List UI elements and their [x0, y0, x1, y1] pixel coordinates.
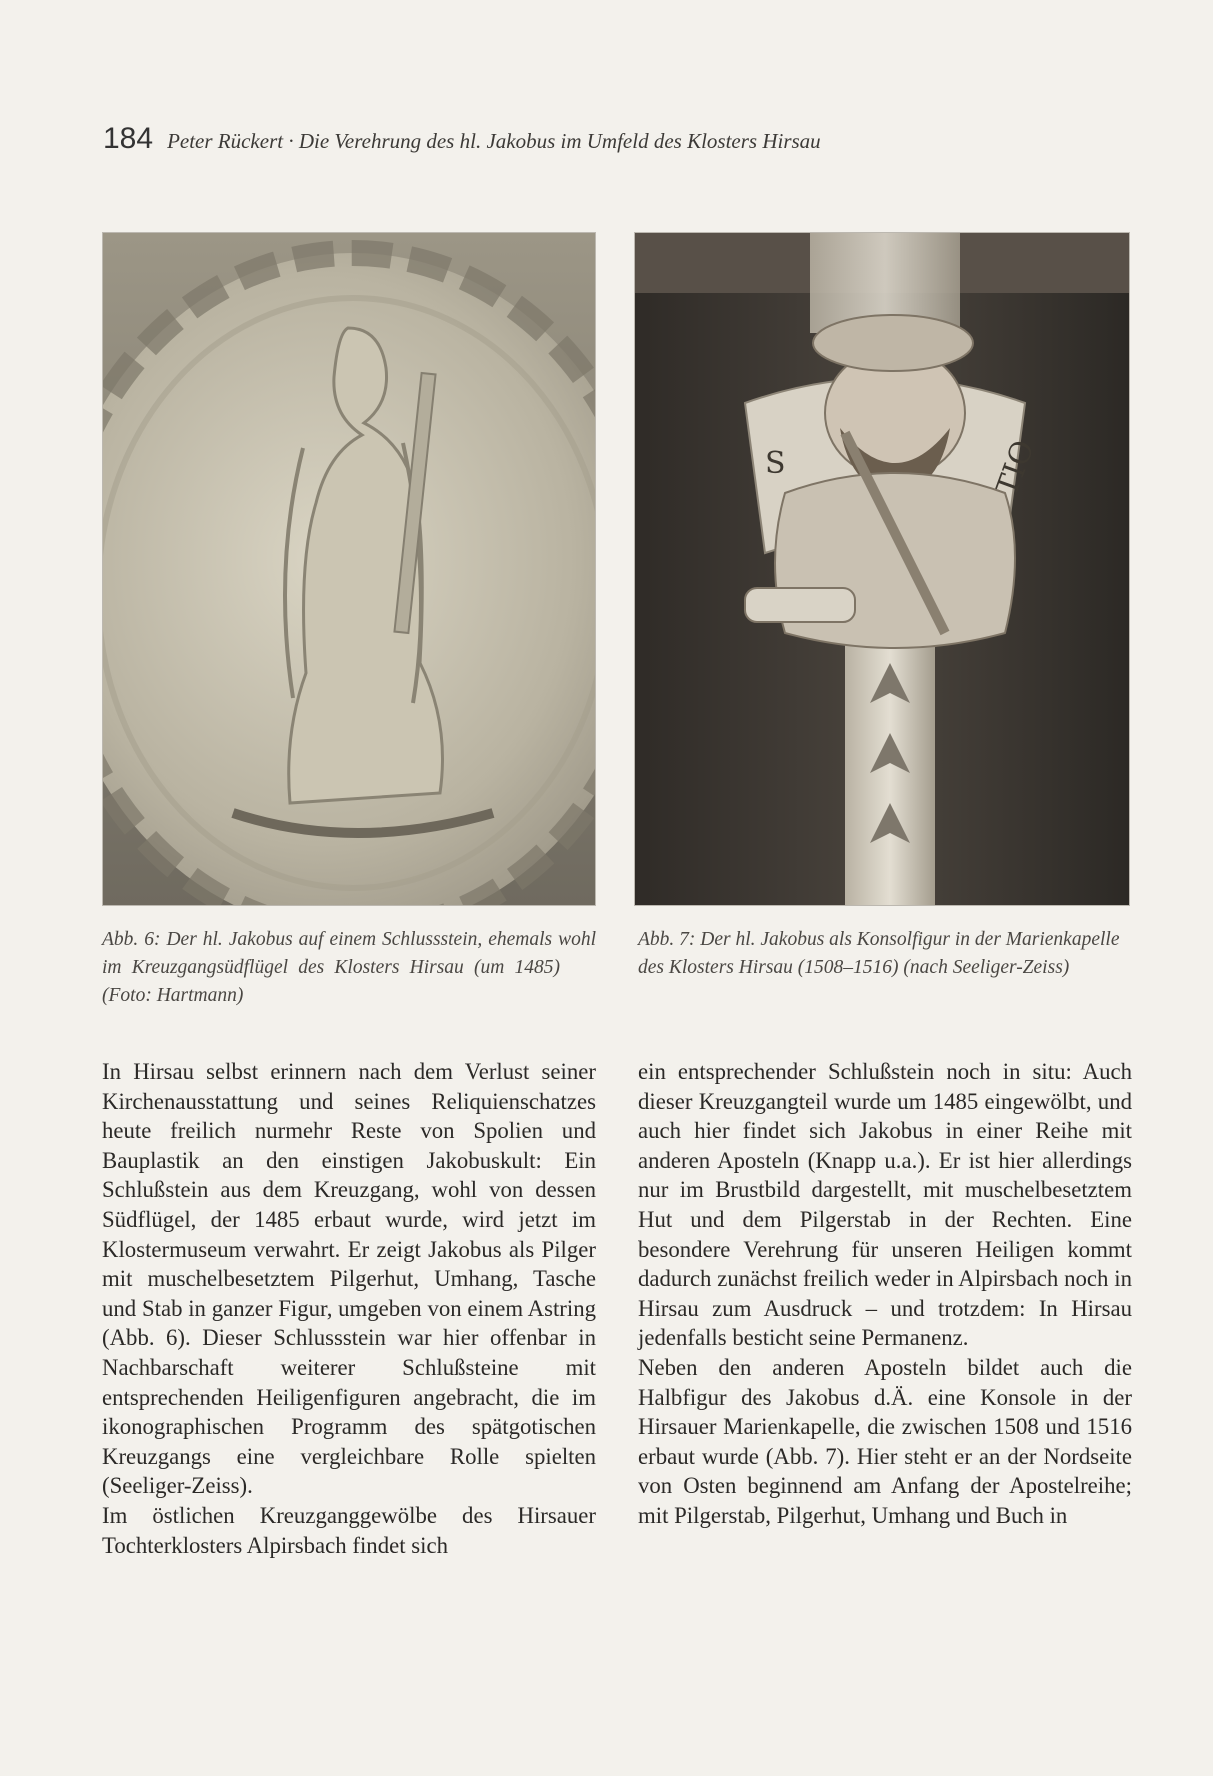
paragraph: ein entsprechender Schlußstein noch in situ: Auch dieser Kreuzgangteil wurde um 1485 eingewölbt, und auch hier findet sich Jakobus in einer Reihe mit anderen Aposteln (Knapp u.a.). Er ist hier allerdings nur im Brustbild dargestellt, mit muschelbesetztem Hut und dem Pilgerstab in der Rechten. Eine besondere Verehrung für unseren Heiligen kommt dadurch zunächst freilich weder in Alpirsbach noch in Hirsau zum Ausdruck – und trotzdem: In Hirsau jedenfalls besticht seine Permanenz. [638, 1059, 1132, 1351]
figure-7-caption-text: Abb. 7: Der hl. Jakobus als Konsolfigur in der Marienkapelle des Klosters Hirsau (1508–1516) (nach Seeliger-Zeiss) [638, 929, 1120, 978]
running-header [103, 122, 1103, 156]
keystone-relief-icon [103, 233, 595, 905]
console-figure-icon [635, 233, 1129, 905]
paragraph: Neben den anderen Aposteln bildet auch die Halbfigur des Jakobus d.Ä. eine Konsole in der Hirsauer Marienkapelle, die zwischen 1508 und 1516 erbaut wurde (Abb. 7). Hier steht er an der Nordseite von Osten beginnend am Anfang der Apostelreihe; mit Pilgerstab, Pilgerhut, Umhang und Buch in [638, 1354, 1132, 1528]
figure-7-console-image [634, 232, 1130, 906]
figure-7-caption [638, 926, 1132, 982]
figure-6-caption [102, 926, 596, 1010]
text-column-left [102, 1057, 596, 1560]
text-column-right [638, 1057, 1132, 1531]
svg-text:TIO: TIO [989, 435, 1042, 501]
page-number: 184 [103, 122, 154, 155]
figure-6-keystone-image [102, 232, 596, 906]
figure-6-photo-credit: (Foto: Hartmann) [102, 985, 244, 1006]
paragraph: Im östlichen Kreuzganggewölbe des Hirsauer Tochterklosters Alpirsbach findet sich [102, 1502, 596, 1558]
paragraph: In Hirsau selbst erinnern nach dem Verlust seiner Kirchenausstattung und seines Reliquienschatzes heute freilich nurmehr Reste von Spolien und Bauplastik an den einstigen Jakobuskult: Ein Schlußstein aus dem Kreuzgang, wohl von dessen Südflügel, der 1485 erbaut wurde, wird jetzt im Klostermuseum verwahrt. Er zeigt Jakobus als Pilger mit muschelbesetztem Pilgerhut, Umhang, Tasche und Stab in ganzer Figur, umgeben von einem Astring (Abb. 6). Dieser Schlussstein war hier offenbar in Nachbarschaft weiterer Schlußsteine mit entsprechenden Heiligenfiguren angebracht, die im ikonographischen Programm des spätgotischen Kreuzgangs eine vergleichbare Rolle spielten (Seeliger-Zeiss). [102, 1059, 596, 1499]
running-title: Peter Rückert · Die Verehrung des hl. Jakobus im Umfeld des Klosters Hirsau [167, 129, 821, 153]
svg-text:S: S [765, 446, 786, 481]
figure-6-caption-text: Abb. 6: Der hl. Jakobus auf einem Schlussstein, ehemals wohl im Kreuzgangsüdflügel des Klosters Hirsau (um 1485) [102, 929, 596, 978]
